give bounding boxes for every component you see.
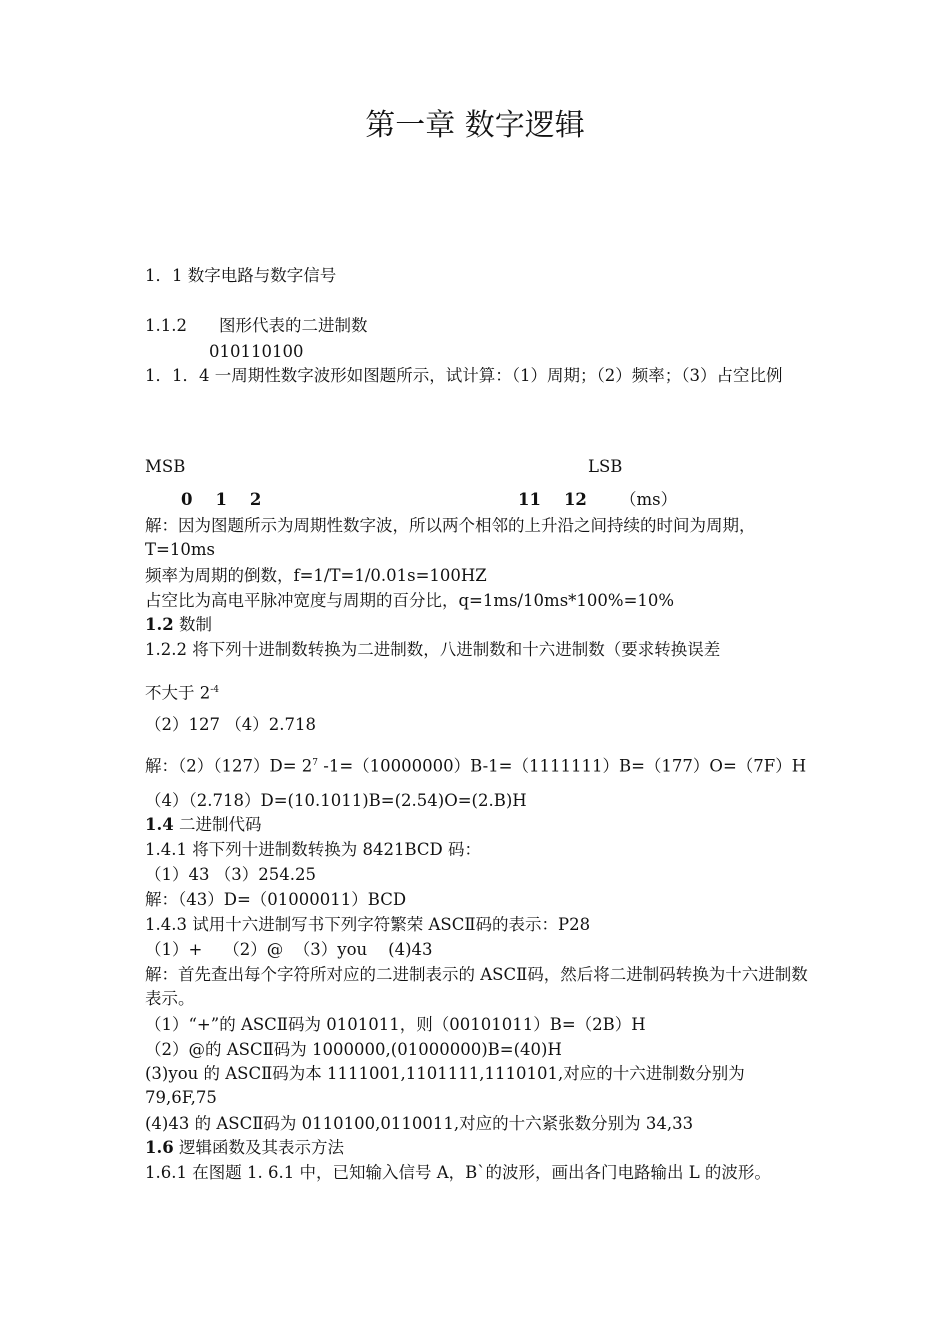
solution-127 xyxy=(145,751,806,779)
solution-2-718: （4）（2.718）D=(10.1011)B=(2.54)O=(2.B)H xyxy=(145,791,527,810)
section-title: 逻辑函数及其表示方法 xyxy=(173,1138,344,1157)
problem-1-4-3-items: （1）+ （2）@ （3）you (4)43 xyxy=(145,940,433,959)
section-1-1-heading: 1．1 数字电路与数字信号 xyxy=(145,266,337,285)
section-number: 1.2 xyxy=(145,615,174,634)
problem-1-1-2 xyxy=(145,314,367,338)
problem-number: 1.1.2 xyxy=(145,316,187,335)
figure-axis-ticks-right: 11 12 xyxy=(518,490,587,509)
problem-1-1-4: 1．1．4 一周期性数字波形如图题所示，试计算：（1）周期；（2）频率；（3）占空比例 xyxy=(145,366,783,385)
solution-duty-cycle: 占空比为高电平脉冲宽度与周期的百分比，q=1ms/10ms*100%=10% xyxy=(145,591,675,610)
answer-plus: （1）“+”的 ASCⅡ码为 0101011，则（00101011）B=（2B）H xyxy=(145,1015,646,1034)
error-bound-text: 不大于 2 xyxy=(145,683,211,703)
section-title: 数制 xyxy=(173,615,212,634)
section-title: 二进制代码 xyxy=(173,815,262,834)
problem-1-4-1-items: （1）43 （3）254.25 xyxy=(145,865,316,884)
figure-lsb-label: LSB xyxy=(588,457,623,476)
chapter-title: 第一章 数字逻辑 xyxy=(365,108,585,143)
solution-period: 解：因为图题所示为周期性数字波，所以两个相邻的上升沿之间持续的时间为周期，T=10ms xyxy=(145,516,756,559)
problem-text: 图形代表的二进制数 xyxy=(218,316,368,335)
problem-1-6-1: 1.6.1 在图题 1. 6.1 中，已知输入信号 A，B`的波形，画出各门电路输出 L 的波形。 xyxy=(145,1163,771,1182)
section-number: 1.4 xyxy=(145,815,174,834)
binary-answer: 010110100 xyxy=(209,342,304,361)
answer-you: (3)you 的 ASCⅡ码为本 1111001,1101111,1110101,对应的十六进制数分别为 79,6F,75 xyxy=(145,1064,745,1107)
figure-axis-unit: （ms） xyxy=(620,490,678,509)
section-1-2-heading xyxy=(145,613,212,637)
solution-frequency: 频率为周期的倒数，f=1/T=1/0.01s=100HZ xyxy=(145,566,487,585)
error-bound-exponent: -4 xyxy=(210,685,220,695)
solution-43-bcd: 解：（43）D=（01000011）BCD xyxy=(145,890,407,909)
solution-1-4-3: 解：首先查出每个字符所对应的二进制表示的 ASCⅡ码，然后将二进制码转换为十六进制数表示。 xyxy=(145,965,808,1008)
solution-127-suffix: -1=（10000000）B-1=（1111111）B=（177）O=（7F）H xyxy=(318,756,807,776)
solution-127-exponent: 7 xyxy=(312,758,319,768)
section-1-4-heading xyxy=(145,813,261,837)
problem-1-4-1: 1.4.1 将下列十进制数转换为 8421BCD 码： xyxy=(145,840,481,859)
answer-at: （2）@的 ASCⅡ码为 1000000,(01000000)B=(40)H xyxy=(145,1040,562,1059)
figure-msb-label: MSB xyxy=(145,457,186,476)
solution-127-prefix: 解：（2）（127）D= 2 xyxy=(145,756,313,776)
problem-1-2-2-items: （2）127 （4）2.718 xyxy=(145,715,316,734)
answer-43: (4)43 的 ASCⅡ码为 0110100,0110011,对应的十六紧张数分别为 34,33 xyxy=(145,1114,694,1133)
section-1-6-heading xyxy=(145,1136,344,1160)
problem-1-2-2-cont xyxy=(145,678,219,706)
problem-1-4-3: 1.4.3 试用十六进制写书下列字符繁荣 ASCⅡ码的表示：P28 xyxy=(145,915,591,934)
problem-1-2-2: 1.2.2 将下列十进制数转换为二进制数，八进制数和十六进制数（要求转换误差 xyxy=(145,640,721,659)
figure-axis-ticks-left: 0 1 2 xyxy=(181,490,262,509)
section-number: 1.6 xyxy=(145,1138,174,1157)
